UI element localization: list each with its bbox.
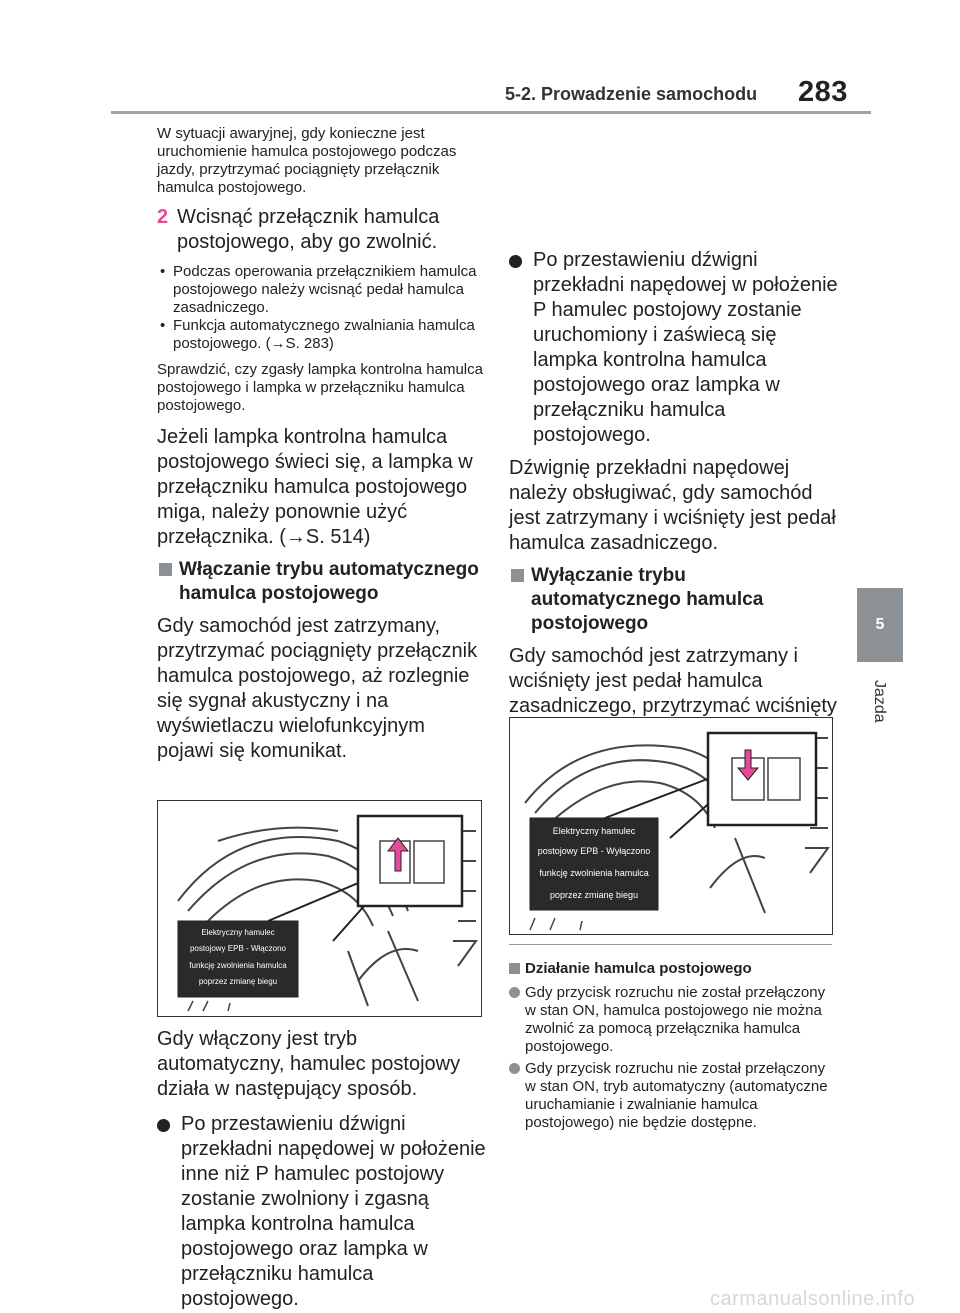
section-title: 5-2. Prowadzenie samochodu [505, 84, 758, 104]
section-body: Gdy samochód jest zatrzymany, przytrzymać pociągnięty przełącznik hamulca postojowego, aż rozlegnie się sygnał akustyczny i na wyświetlaczu wielofunkcyjnym pojawi się komunikat. [157, 615, 478, 762]
page-number: 283 [798, 76, 848, 108]
step-2 [157, 205, 487, 255]
list-item [157, 1112, 487, 1312]
list-item [509, 984, 831, 1056]
list-item: • Podczas operowania przełącznikiem hamulca postojowego należy wcisnąć pedał hamulca zasadniczego. [157, 263, 487, 317]
heading-text: Działanie hamulca postojowego [525, 960, 752, 977]
display-line: poprzez zmianę biegu [549, 890, 639, 900]
display-line: funkcję zwolnienia hamulca [189, 961, 287, 970]
display-line: postojowy EPB - Wyłączono [537, 846, 651, 856]
bullet-list [157, 263, 487, 353]
step-number: 2 [157, 206, 169, 228]
check-note: Sprawdzić, czy zgasły lampka kontrolna hamulca postojowego i lampka w przełączniku hamulca postojowego. [157, 361, 483, 414]
illustration-enable-auto [157, 800, 482, 1017]
section-body: Gdy samochód jest zatrzymany i wciśnięty jest pedał hamulca zasadniczego, przytrzymać wciśnięty [509, 645, 837, 717]
warning-paragraph: Jeżeli lampka kontrolna hamulca postojowego świeci się, a lampka w przełączniku hamulca postojowego miga, należy ponownie użyć przełącznika. (→S. 514) [157, 426, 473, 548]
display-line: funkcję zwolnienia hamulca [539, 868, 649, 878]
header-divider [111, 111, 871, 114]
notes-divider [509, 944, 832, 945]
square-bullet-icon [509, 963, 520, 974]
section-heading-auto-off [509, 564, 839, 636]
display-line: postojowy EPB - Włączono [189, 944, 287, 953]
dashboard-drawing [158, 801, 481, 1016]
notes-section [509, 960, 831, 1132]
square-bullet-icon [511, 569, 524, 582]
circle-bullet-icon [509, 987, 520, 998]
auto-mode-paragraph: Gdy włączony jest tryb automatyczny, hamulec postojowy działa w następujący sposób. [157, 1028, 461, 1100]
circle-bullet-icon [157, 1119, 170, 1132]
illustration-disable-auto [509, 717, 833, 935]
step-text: Wcisnąć przełącznik hamulca postojowego, aby go zwolnić. [177, 206, 440, 253]
intro-text: W sytuacji awaryjnej, gdy konieczne jest uruchomienie hamulca postojowego podczas jazdy, przytrzymać pociągnięty przełącznik hamulca postojowego. [157, 125, 457, 196]
list-item [509, 248, 839, 448]
heading-text: Włączanie trybu automatycznego hamulca postojowego [179, 559, 479, 604]
list-item: • Funkcja automatycznego zwalniania hamulca postojowego. (→S. 283) [157, 317, 487, 353]
list-item [509, 1060, 831, 1132]
circle-bullet-icon [509, 1063, 520, 1074]
list-item-text: Po przestawieniu dźwigni przekładni napędowej w położenie inne niż P hamulec postojowy zostanie zwolniony i zgasną lampka kontrolna hamulca postojowego oraz lampka w przełączniku hamulca postojowego. [181, 1113, 486, 1310]
square-bullet-icon [159, 563, 172, 576]
display-line: Elektryczny hamulec [201, 928, 275, 937]
left-continuation [157, 1027, 487, 1312]
heading-text: Wyłączanie trybu automatycznego hamulca postojowego [531, 565, 764, 634]
chapter-label-text: Jazda [871, 680, 888, 723]
chapter-label [868, 680, 892, 740]
circle-bullet-icon [509, 255, 522, 268]
display-line: poprzez zmianę biegu [198, 977, 278, 986]
left-column [157, 125, 487, 764]
lever-paragraph: Dźwignię przekładni napędowej należy obsługiwać, gdy samochód jest zatrzymany i wciśnięty jest pedał hamulca zasadniczego. [509, 457, 836, 554]
chapter-tab: 5 [857, 588, 903, 662]
dashboard-drawing [510, 718, 832, 934]
list-item-text: Gdy przycisk rozruchu nie został przełączony w stan ON, tryb automatyczny (automatyczne uruchamianie i zwalnianie hamulca postojowego) nie będzie dostępne. [525, 1060, 828, 1131]
section-heading-auto-on [157, 558, 487, 606]
list-item-text: Gdy przycisk rozruchu nie został przełączony w stan ON, hamulca postojowego nie można zwolnić za pomocą przełącznika hamulca postojowego. [525, 984, 826, 1055]
watermark: carmanualsonline.info [710, 1288, 916, 1310]
notes-heading [509, 960, 831, 978]
list-item-text: Po przestawieniu dźwigni przekładni napędowej w położenie P hamulec postojowy zostanie uruchomiony i zaświecą się lampka kontrolna hamulca postojowego oraz lampka w przełączniku hamulca postojowego. [533, 249, 838, 446]
display-line: Elektryczny hamulec [552, 826, 636, 836]
